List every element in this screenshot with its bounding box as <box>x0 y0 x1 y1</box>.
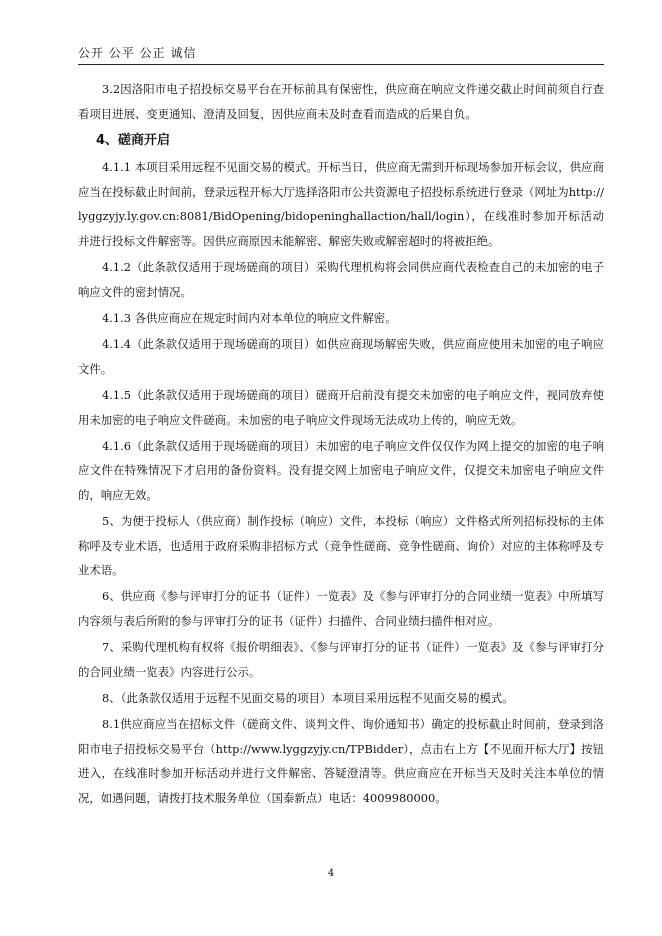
document-body <box>78 77 604 812</box>
paragraph-5: 5、为便于投标人（供应商）制作投标（响应）文件，本投标（响应）文件格式所列招标投标的主体称呼及专业术语，也适用于政府采购非招标方式（竞争性磋商、竞争性磋商、询价）对应的主体称呼及专业术语。 <box>78 514 604 578</box>
paragraph-8-1: 8.1供应商应当在招标文件（磋商文件、谈判文件、询价通知书）确定的投标截止时间前，登录到洛阳市电子招投标交易平台（http://www.lyggzyjy.cn/TPBidder），点击右上方【不见面开标大厅】按钮进入，在线准时参加开标活动并进行文件解密、答疑澄清等。供应商应在开标当天及时关注本单位的情况，如遇问题，请拨打技术服务单位（国泰新点）电话：4009980000。 <box>78 717 604 805</box>
paragraph-4-1-5: 4.1.5（此条款仅适用于现场磋商的项目）磋商开启前没有提交未加密的电子响应文件，视同放弃使用未加密的电子响应文件磋商。未加密的电子响应文件现场无法成功上传的，响应无效。 <box>78 387 604 427</box>
paragraph-7: 7、采购代理机构有权将《报价明细表》、《参与评审打分的证书（证件）一览表》及《参与评审打分的合同业绩一览表》内容进行公示。 <box>78 640 604 679</box>
page-number: 4 <box>327 868 335 879</box>
section-heading: 4、磋商开启 <box>96 133 171 149</box>
paragraph-4-1-4: 4.1.4（此条款仅适用于现场磋商的项目）如供应商现场解密失败，供应商应使用未加密的电子响应文件。 <box>78 337 604 376</box>
paragraph-6: 6、供应商《参与评审打分的证书（证件）一览表》及《参与评审打分的合同业绩一览表》中所填写内容须与表后所附的参与评审打分的证书（证件）扫描件、合同业绩扫描件相对应。 <box>78 589 604 629</box>
page-header: 公开 公平 公正 诚信 <box>78 46 197 60</box>
paragraph-3-2: 3.2因洛阳市电子招投标交易平台在开标前具有保密性，供应商在响应文件递交截止时间前须自行查看项目进展、变更通知、澄清及回复，因供应商未及时查看而造成的后果自负。 <box>78 82 604 121</box>
header-rule <box>78 64 604 65</box>
paragraph-4-1-6: 4.1.6（此条款仅适用于现场磋商的项目）未加密的电子响应文件仅仅作为网上提交的加密的电子响应文件在特殊情况下才启用的备份资料。没有提交网上加密电子响应文件，仅提交未加密电子响应文件的，响应无效。 <box>78 438 604 502</box>
paragraph-4-1-2: 4.1.2（此条款仅适用于现场磋商的项目）采购代理机构将会同供应商代表检查自己的未加密的电子响应文件的密封情况。 <box>78 260 604 299</box>
paragraph-8: 8、（此条款仅适用于远程不见面交易的项目）本项目采用远程不见面交易的模式。 <box>102 691 514 705</box>
paragraph-4-1-3: 4.1.3 各供应商应在规定时间内对本单位的响应文件解密。 <box>102 310 397 325</box>
paragraph-4-1-1: 4.1.1 本项目采用远程不见面交易的模式。开标当日，供应商无需到开标现场参加开标会议，供应商应当在投标截止时间前，登录远程开标大厅选择洛阳市公共资源电子招投标系统进行登录（网址为http://lyggzyjy.ly.gov.cn:8081/BidOpening/bidopeninghallaction/hall/login），在线准时参加开标活动并进行投标文件解密等。因供应商原因未能解密、解密失败或解密超时的将被拒绝。 <box>78 160 604 248</box>
